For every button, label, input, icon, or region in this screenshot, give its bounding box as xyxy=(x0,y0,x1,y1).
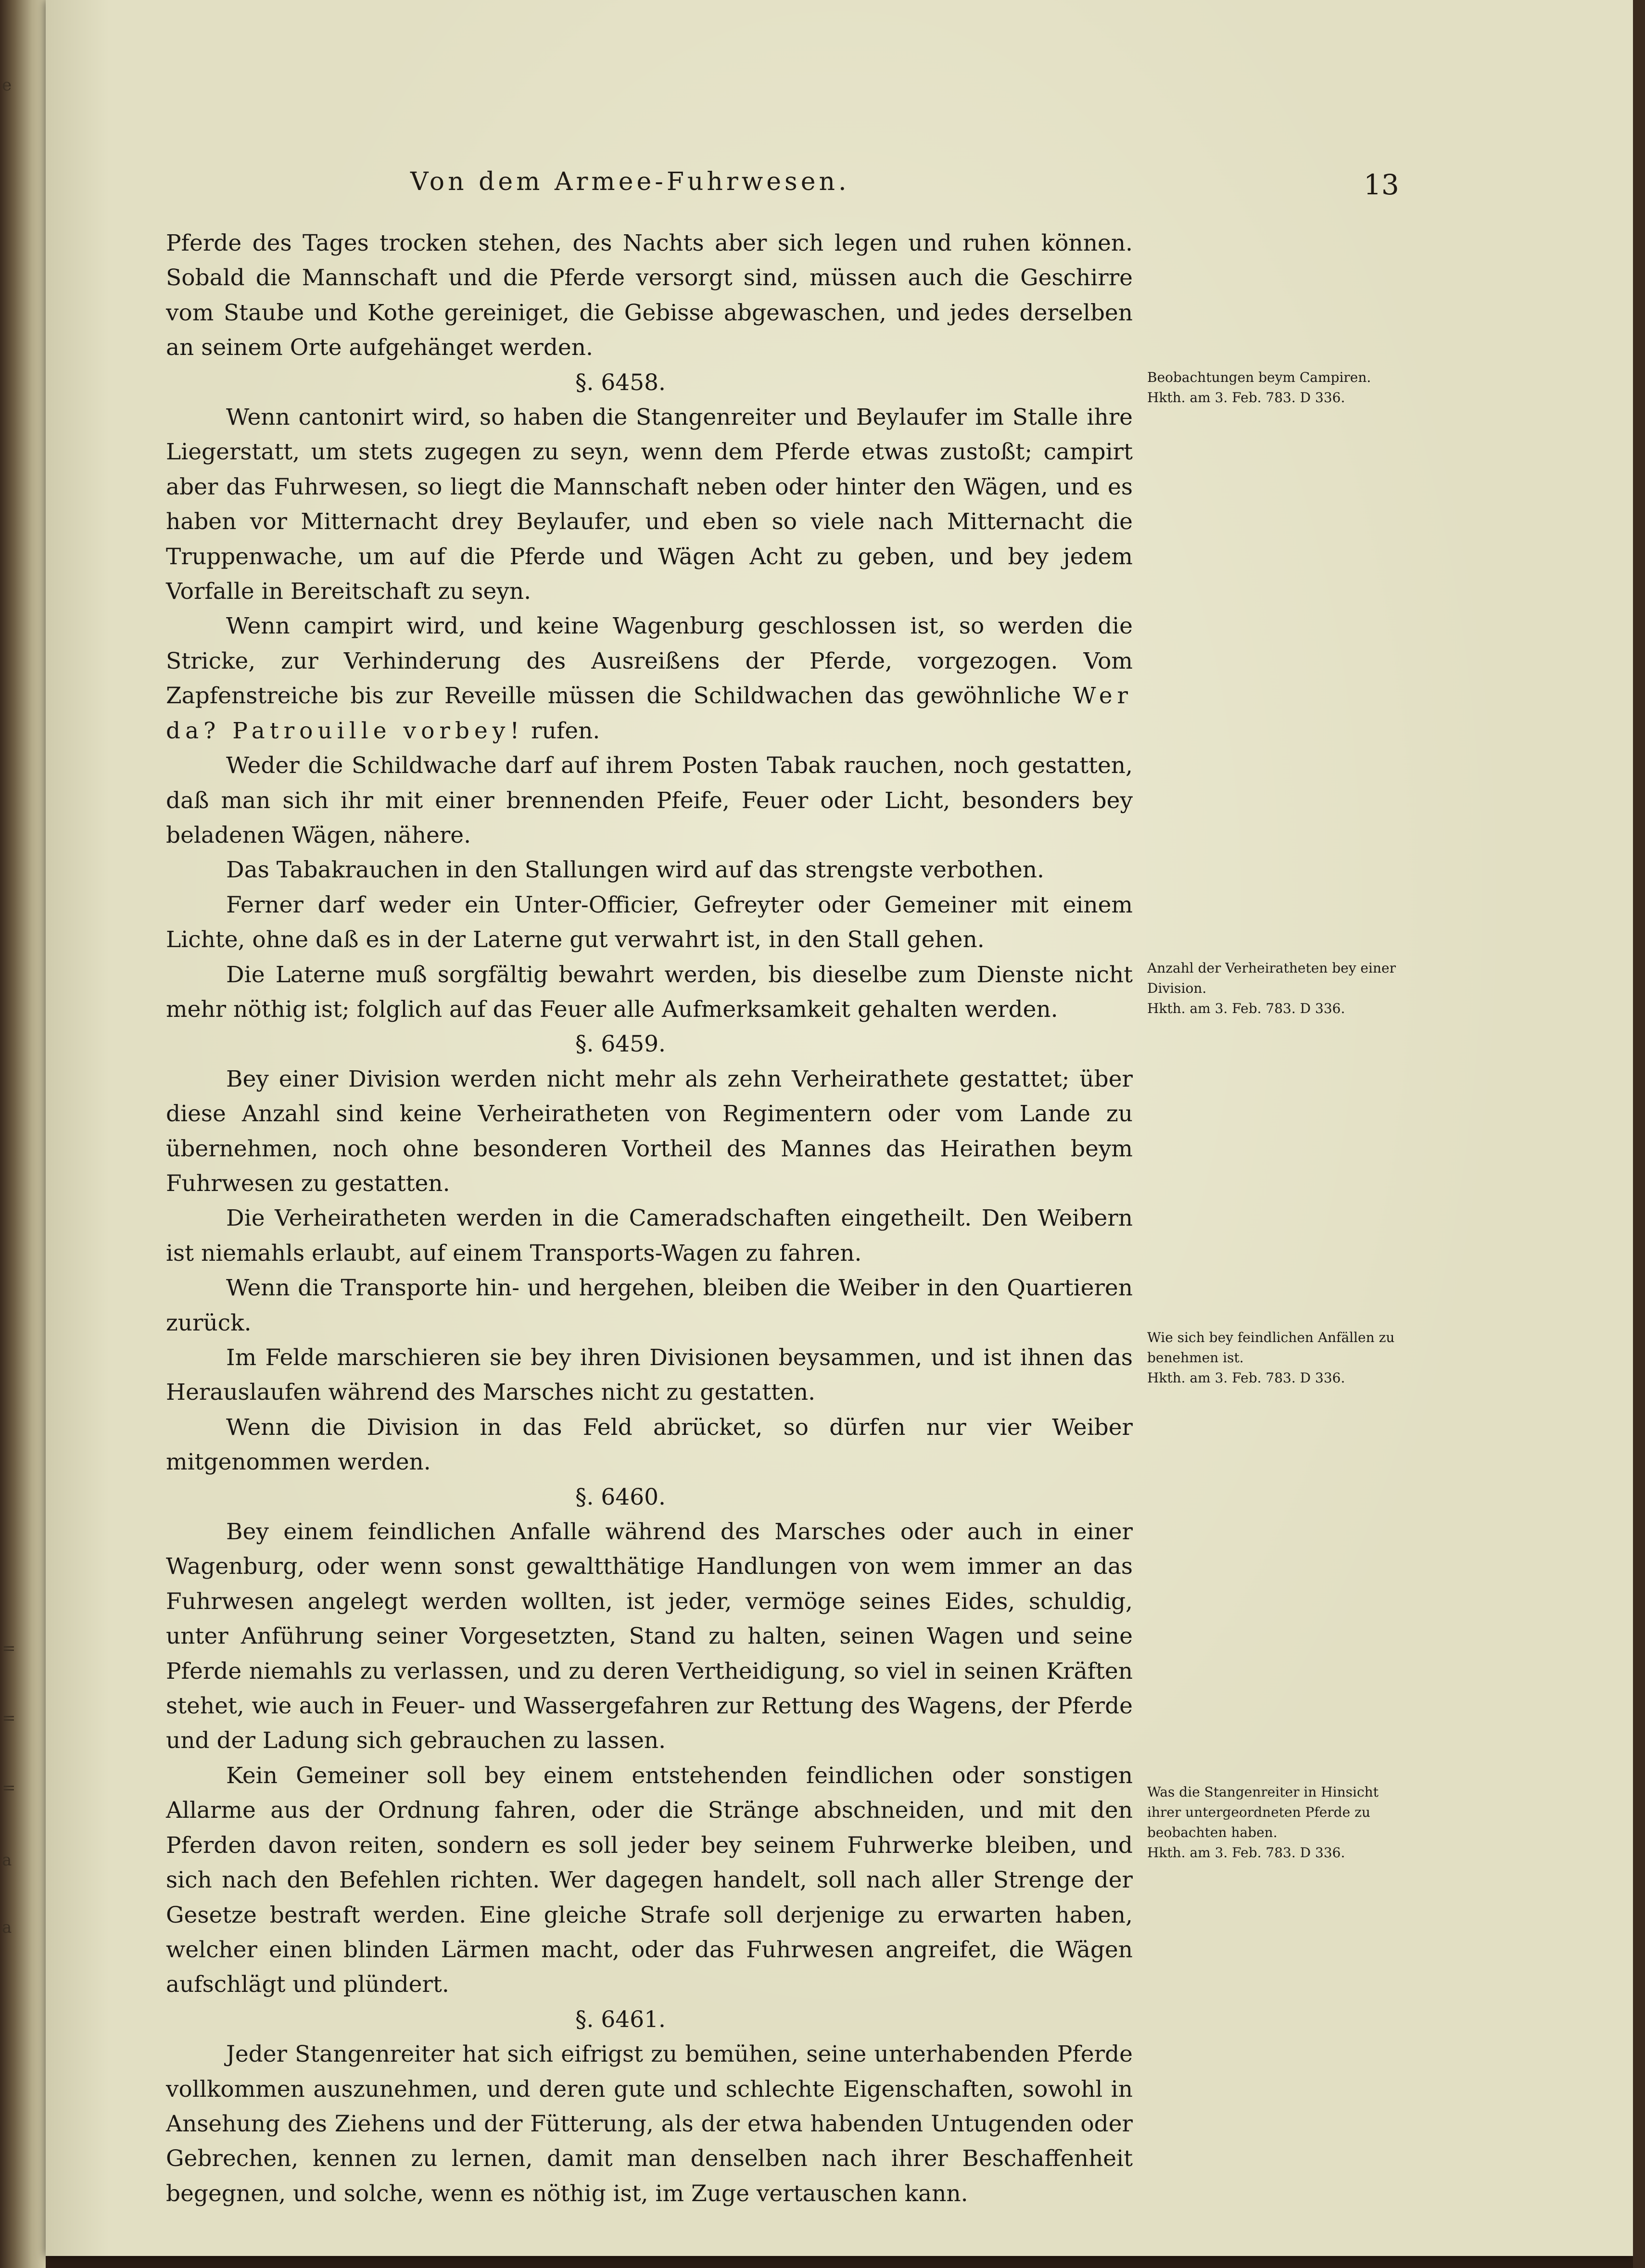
section-heading: §. 6458. xyxy=(575,369,666,396)
section-heading: §. 6460. xyxy=(575,1483,666,1510)
edge-letter: = xyxy=(2,1778,16,1798)
edge-letter: e xyxy=(2,76,12,95)
edge-letter: a xyxy=(2,1850,12,1870)
binding-edge xyxy=(1633,0,1645,2268)
margin-note xyxy=(1147,1782,1400,1863)
edge-letter: = xyxy=(2,1709,16,1728)
main-text-column xyxy=(166,226,1133,2211)
margin-note-reference: Hkth. am 3. Feb. 783. D 336. xyxy=(1147,390,1345,405)
margin-note-reference: Hkth. am 3. Feb. 783. D 336. xyxy=(1147,1845,1345,1861)
paragraph: Pferde des Tages trocken stehen, des Nachts aber sich legen und ruhen können. Sobald die Mannschaft und die Pferde versorgt sind, müssen auch die Geschirre vom Staube und Kothe gereiniget, die Gebisse abgewaschen, und jedes derselben an seinem Orte aufgehänget werden. xyxy=(166,230,1133,361)
paragraph: Bey einem feindlichen Anfalle während des Marsches oder auch in einer Wagenburg, oder wenn sonst gewaltthätige Handlungen von wem immer an das Fuhrwesen angelegt werden wollten, ist jeder, vermöge seines Eides, schuldig, unter Anführung seiner Vorgesetzten, Stand zu halten, seinen Wagen und seine Pferde niemahls zu verlassen, und zu deren Vertheidigung, so viel in seinen Kräften stehet, wie auch in Feuer- und Wassergefahren zur Rettung des Wagens, der Pferde und der Ladung sich gebrauchen zu lassen. xyxy=(166,1519,1133,1754)
margin-note xyxy=(1147,958,1400,1019)
facing-page-edge xyxy=(0,0,46,2268)
edge-letter: a xyxy=(2,1918,12,1937)
paragraph: Das Tabakrauchen in den Stallungen wird auf das strengste verbothen. xyxy=(226,857,1044,884)
book-page xyxy=(46,0,1633,2256)
paragraph-text: Wenn campirt wird, und keine Wagenburg geschlossen ist, so werden die Stricke, zur Verhinderung des Ausreißens der Pferde, vorgezogen. Vom Zapfenstreiche bis zur Reveille müssen die Schildwachen das gewöhnliche xyxy=(166,613,1133,710)
margin-note-reference: Hkth. am 3. Feb. 783. D 336. xyxy=(1147,1001,1345,1016)
paragraph: Die Verheiratheten werden in die Cameradschaften eingetheilt. Den Weibern ist niemahls erlaubt, auf einem Transports-Wagen zu fahren. xyxy=(166,1205,1133,1267)
margin-note-title: Beobachtungen beym Campiren. xyxy=(1147,369,1371,385)
paragraph: Weder die Schildwache darf auf ihrem Posten Tabak rauchen, noch gestatten, daß man sich ihr mit einer brennenden Pfeife, Feuer oder Licht, besonders bey beladenen Wägen, nähere. xyxy=(166,752,1133,849)
edge-letter: = xyxy=(2,1639,16,1658)
margin-note xyxy=(1147,1328,1400,1388)
paragraph xyxy=(166,609,1133,748)
section-heading: §. 6459. xyxy=(575,1031,666,1058)
paragraph: Wenn die Division in das Feld abrücket, so dürfen nur vier Weiber mitgenommen werden. xyxy=(166,1414,1133,1476)
paragraph: Kein Gemeiner soll bey einem entstehenden feindlichen oder sonstigen Allarme aus der Ordnung fahren, oder die Stränge abschneiden, und mit den Pferden davon reiten, sondern es soll jeder bey seinem Fuhrwerke bleiben, und sich nach den Befehlen richten. Wer dagegen handelt, soll nach aller Strenge der Gesetze bestraft werden. Eine gleiche Strafe soll derjenige zu erwarten haben, welcher einen blinden Lärmen macht, oder das Fuhrwesen angreifet, die Wägen aufschlägt und plündert. xyxy=(166,1762,1133,1998)
paragraph: Wenn cantonirt wird, so haben die Stangenreiter und Beylaufer im Stalle ihre Liegerstatt, um stets zugegen zu seyn, wenn dem Pferde etwas zustoßt; campirt aber das Fuhrwesen, so liegt die Mannschaft neben oder hinter den Wägen, und es haben vor Mitternacht drey Beylaufer, und eben so viele nach Mitternacht die Truppenwache, um auf die Pferde und Wägen Acht zu geben, und bey jedem Vorfalle in Bereitschaft zu seyn. xyxy=(166,404,1133,605)
running-head: Von dem Armee-Fuhrwesen. xyxy=(410,167,850,196)
margin-note-title: Wie sich bey feindlichen Anfällen zu benehmen ist. xyxy=(1147,1330,1395,1366)
paragraph: Jeder Stangenreiter hat sich eifrigst zu bemühen, seine unterhabenden Pferde vollkommen auszunehmen, und deren gute und schlechte Eigenschaften, sowohl in Ansehung des Ziehens und der Fütterung, als der etwa habenden Untugenden oder Gebrechen, kennen zu lernen, damit man denselben nach ihrer Beschaffenheit begegnen, und solche, wenn es nöthig ist, im Zuge vertauschen kann. xyxy=(166,2041,1133,2207)
paragraph: Ferner darf weder ein Unter-Officier, Gefreyter oder Gemeiner mit einem Lichte, ohne daß es in der Laterne gut verwahrt ist, in den Stall gehen. xyxy=(166,891,1133,953)
paragraph: Im Felde marschieren sie bey ihren Divisionen beysammen, und ist ihnen das Herauslaufen während des Marsches nicht zu gestatten. xyxy=(166,1344,1133,1406)
margin-note xyxy=(1147,367,1400,408)
spaced-call-text: Wer da? Patrouille vorbey! xyxy=(166,683,1133,744)
section-heading: §. 6461. xyxy=(575,2006,666,2033)
margin-note-title: Was die Stangenreiter in Hinsicht ihrer untergeordneten Pferde zu beobachten haben. xyxy=(1147,1784,1379,1840)
page-number: 13 xyxy=(1364,168,1399,201)
paragraph: Bey einer Division werden nicht mehr als zehn Verheirathete gestattet; über diese Anzahl sind keine Verheiratheten von Regimentern oder vom Lande zu übernehmen, noch ohne besonderen Vortheil des Mannes das Heirathen beym Fuhrwesen zu gestatten. xyxy=(166,1065,1133,1197)
margin-note-reference: Hkth. am 3. Feb. 783. D 336. xyxy=(1147,1370,1345,1386)
paragraph-text-end: rufen. xyxy=(524,717,600,744)
paragraph: Wenn die Transporte hin- und hergehen, bleiben die Weiber in den Quartieren zurück. xyxy=(166,1275,1133,1336)
paragraph: Die Laterne muß sorgfältig bewahrt werden, bis dieselbe zum Dienste nicht mehr nöthig ist; folglich auf das Feuer alle Aufmerksamkeit gehalten werden. xyxy=(166,961,1133,1023)
margin-note-title: Anzahl der Verheiratheten bey einer Division. xyxy=(1147,960,1396,996)
